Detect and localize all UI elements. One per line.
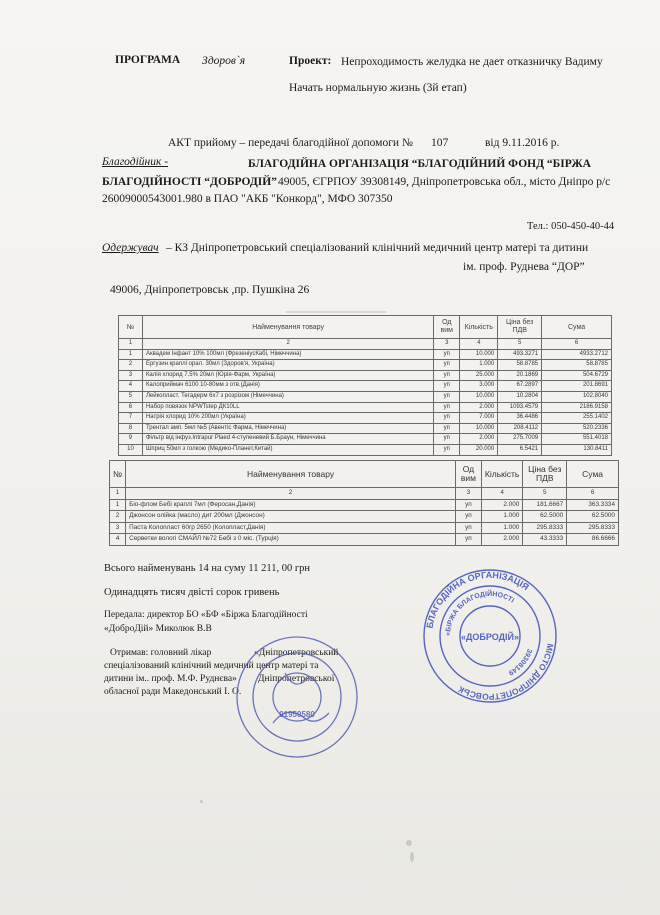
table1-cell: уп — [434, 381, 460, 392]
table1-cell: 551.4018 — [542, 434, 612, 445]
table1-cell: 4 — [460, 339, 498, 350]
table1-cell: 4933.2712 — [542, 349, 612, 360]
table1-header-row — [119, 316, 612, 339]
table1-cell: Натрія хлорид 10% 200мл (Україна) — [142, 413, 433, 424]
table2-cell: 2 — [126, 488, 456, 500]
scan-speck — [410, 852, 414, 862]
stamp-inner-1: «БІРЖА БЛАГОДІЙНОСТІ — [444, 590, 516, 637]
table2-cell: уп — [455, 534, 481, 546]
table2-cell: уп — [455, 499, 481, 511]
table1-cell: 58.8785 — [542, 360, 612, 371]
table2-header-name: Найменування товару — [126, 461, 456, 488]
table1-cell: уп — [434, 423, 460, 434]
recipient-name-1: – КЗ Дніпропетровський спеціалізований клінічний медичний центр матері та дитини — [166, 242, 589, 254]
table2-row — [110, 534, 619, 546]
faint-overprint — [116, 306, 616, 314]
clinic-stamp-code: 01950580 — [279, 710, 315, 719]
program-label: ПРОГРАМА — [115, 54, 181, 66]
table1-row — [119, 370, 612, 381]
table2-row — [110, 499, 619, 511]
table1-cell: 67.2897 — [498, 381, 542, 392]
table2-cell: 2.000 — [481, 534, 522, 546]
table2-cell: 62.5000 — [523, 511, 567, 523]
table1-cell: Калія хлорид 7.5% 20мл (Юрія-Фарм, Україна) — [142, 370, 433, 381]
table1-cell: 2186.9158 — [542, 402, 612, 413]
stamp-code: 39308149 — [507, 647, 533, 676]
table1-cell: Фільтр від інфуз.Intrapur Plaed 4-ступеневий Б.Браун, Німеччина — [142, 434, 433, 445]
table1-row — [119, 402, 612, 413]
table2-cell: 1 — [110, 499, 126, 511]
scan-speck — [406, 840, 412, 846]
table1-cell: 3 — [434, 339, 460, 350]
act-title: АКТ прийому – передачі благодійної допомоги № — [168, 137, 413, 149]
table2-cell: 86.6666 — [567, 534, 619, 546]
table1-header-sum: Сума — [542, 316, 612, 339]
table2-cell: Серветки вологі СМАЙЛ №72 Бебі з 0 міс. (Турція) — [126, 534, 456, 546]
items-table-2 — [109, 460, 619, 546]
sender-line-2: «ДоброДій» Миколюк В.В — [104, 624, 212, 634]
table1-cell: Аквадем Інфант 10% 100мл (ФрезеніусКабі, Німеччина) — [142, 349, 433, 360]
table2-header-qty: Кількість — [481, 461, 522, 488]
table1-cell: 3 — [119, 370, 143, 381]
table1-cell: 10.000 — [460, 423, 498, 434]
table2-header-row — [110, 461, 619, 488]
table2-cell: Паста Колопласт 60гр 2650 (Колопласт,Данія) — [126, 522, 456, 534]
table2-cell: уп — [455, 511, 481, 523]
charity-stamp — [420, 566, 560, 706]
table2-index-row — [110, 488, 619, 500]
table1-cell: 36.4486 — [498, 413, 542, 424]
table2-cell: 4 — [110, 534, 126, 546]
clinic-stamp-middle-ring — [253, 653, 341, 741]
table1-cell: 10 — [119, 444, 143, 455]
donor-address: 49005, ЄГРПОУ 39308149, Дніпропетровська обл., місто Дніпро р/с — [278, 176, 611, 188]
table2-cell: Біо-флом Бебі краплі 7мл (Феросан,Данія) — [126, 499, 456, 511]
total-words: Одинадцять тисяч двісті сорок гривень — [104, 587, 280, 598]
donor-name-2: БЛАГОДІЙНОСТІ “ДОБРОДІЙ” — [102, 176, 277, 188]
table1-cell: 2 — [119, 360, 143, 371]
donor-label: Благодійник - — [102, 156, 169, 168]
table1-body — [119, 339, 612, 456]
table1-row — [119, 423, 612, 434]
table2-cell: 43.3333 — [523, 534, 567, 546]
table1-cell: 275.7009 — [498, 434, 542, 445]
act-number: 107 — [431, 137, 449, 149]
table2-cell: 1 — [110, 488, 126, 500]
table1-cell: 2.000 — [460, 402, 498, 413]
table1-cell: 201.8691 — [542, 381, 612, 392]
table1-cell: 58.8785 — [498, 360, 542, 371]
table1-cell: уп — [434, 391, 460, 402]
program-name: Здоров`я — [202, 55, 246, 67]
table1-cell: уп — [434, 413, 460, 424]
recipient-label: Одержувач — [102, 242, 159, 254]
table1-cell: Шприц 50мл з голкою (Медико-Планет,Китай) — [142, 444, 433, 455]
table1-cell: 1 — [119, 339, 143, 350]
table1-cell: 255.1402 — [542, 413, 612, 424]
table1-cell: 10.000 — [460, 391, 498, 402]
project-text: Непроходимость желудка не дает отказничку Вадиму — [341, 56, 603, 68]
table2-cell: 3 — [455, 488, 481, 500]
table1-cell: 9 — [119, 434, 143, 445]
table1-cell: 8 — [119, 423, 143, 434]
table1-header-price: Ціна без ПДВ — [498, 316, 542, 339]
svg-text:МІСТО ДНІПРОПЕТРОВСЬК — [456, 643, 556, 702]
table1-header-no: № — [119, 316, 143, 339]
recipient-name-2: ім. проф. Руднева “ДОР” — [463, 261, 585, 273]
table1-cell: уп — [434, 444, 460, 455]
table1-cell: 10.000 — [460, 349, 498, 360]
table1-index-row — [119, 339, 612, 350]
table1-cell: уп — [434, 370, 460, 381]
table1-cell: 6.5421 — [498, 444, 542, 455]
table1-cell: уп — [434, 360, 460, 371]
project-label: Проект: — [289, 55, 332, 67]
table1-cell: Набор повязок NPWTstep ДК10LL — [142, 402, 433, 413]
table1-cell: уп — [434, 349, 460, 360]
table1-cell: 1 — [119, 349, 143, 360]
table2-cell: 4 — [481, 488, 522, 500]
table1-row — [119, 360, 612, 371]
act-date: від 9.11.2016 р. — [485, 137, 560, 149]
table2-cell: 3 — [110, 522, 126, 534]
table1-cell: 5 — [498, 339, 542, 350]
table1-cell: 6 — [119, 402, 143, 413]
table1-cell: 10.2804 — [498, 391, 542, 402]
receiver-line-1: Отримав: головний лікар — [110, 648, 212, 658]
total-line: Всього найменувань 14 на суму 11 211, 00 грн — [104, 563, 311, 574]
table2-cell: уп — [455, 522, 481, 534]
table1-header-unit: Од вим — [434, 316, 460, 339]
table2-header-unit: Од вим — [455, 461, 481, 488]
stamp-center: «ДОБРОДІЙ» — [460, 632, 520, 642]
table1-cell: 1.000 — [460, 360, 498, 371]
donor-name-1: БЛАГОДІЙНА ОРГАНІЗАЦІЯ “БЛАГОДІЙНИЙ ФОНД “БІРЖА — [248, 158, 591, 170]
table1-cell: 25.000 — [460, 370, 498, 381]
table1-row — [119, 434, 612, 445]
table1-cell: уп — [434, 434, 460, 445]
table2-cell: 2.000 — [481, 499, 522, 511]
table1-cell: 1093.4579 — [498, 402, 542, 413]
table1-cell: 2 — [142, 339, 433, 350]
table1-cell: уп — [434, 402, 460, 413]
table1-cell: 130.8411 — [542, 444, 612, 455]
recipient-address: 49006, Дніпропетровськ ,пр. Пушкіна 26 — [110, 284, 310, 296]
table1-cell: 5 — [119, 391, 143, 402]
table1-row — [119, 413, 612, 424]
stamp-outer-top: БЛАГОДІЙНА ОРГАНІЗАЦІЯ — [424, 569, 531, 630]
table1-cell: 7 — [119, 413, 143, 424]
table2-cell: 295.8333 — [567, 522, 619, 534]
table1-cell: 493.3271 — [498, 349, 542, 360]
table1-cell: Ергузин краплі орал. 30мл (Здоров'я, Україна) — [142, 360, 433, 371]
table2-header-price: Ціна без ПДВ — [523, 461, 567, 488]
receiver-line-3: дитини ім.. проф. М.Ф. Руднєва» — [104, 674, 237, 684]
table1-cell: 4 — [119, 381, 143, 392]
svg-text:39308149 — [507, 648, 533, 676]
table2-body — [110, 488, 619, 546]
donor-account: 26009000543001.980 в ПАО "АКБ "Конкорд", МФО 307350 — [102, 193, 393, 205]
sender-line-1: Передала: директор БО «БФ «Біржа Благодійності — [104, 610, 308, 620]
table1-cell: 20.000 — [460, 444, 498, 455]
clinic-stamp-outer-ring — [237, 637, 357, 757]
table2-cell: Джонсон олійка (масло) дит 200мл (Джонсон) — [126, 511, 456, 523]
table1-cell: 520.2336 — [542, 423, 612, 434]
overprint-line — [116, 306, 616, 314]
table1-header-qty: Кількість — [460, 316, 498, 339]
receiver-org-overprint-2: Дніпропетровської — [258, 674, 335, 684]
table2-cell: 5 — [523, 488, 567, 500]
clinic-stamp — [233, 633, 361, 761]
table2-header-no: № — [110, 461, 126, 488]
table2-cell: 1.000 — [481, 522, 522, 534]
table2-cell: 363.3334 — [567, 499, 619, 511]
table1-row — [119, 391, 612, 402]
table1-cell: 208.4112 — [498, 423, 542, 434]
table1-cell: Калоприймач 6100 10-80мм з отв.(Данія) — [142, 381, 433, 392]
table1-cell: 504.6729 — [542, 370, 612, 381]
svg-text:«БІРЖА БЛАГОДІЙНОСТІ — [445, 589, 515, 636]
table2-cell: 295.8333 — [523, 522, 567, 534]
table1-cell: 7.000 — [460, 413, 498, 424]
table1-cell: Лейкопласт. Тегадерм 6х7 з розрізом (Німеччина) — [142, 391, 433, 402]
table1-cell: 20.1869 — [498, 370, 542, 381]
table2-header-sum: Сума — [567, 461, 619, 488]
table2-cell: 1.000 — [481, 511, 522, 523]
table1-cell: 2.000 — [460, 434, 498, 445]
items-table-1 — [118, 315, 612, 456]
table1-cell: Трентал амп. 5мл №5 (Авентіс Фарма, Німеччина) — [142, 423, 433, 434]
table1-row — [119, 444, 612, 455]
table2-row — [110, 522, 619, 534]
receiver-org-overprint: «Дніпропетровський — [254, 648, 339, 658]
table2-cell: 6 — [567, 488, 619, 500]
scan-speck — [200, 800, 203, 803]
table1-cell: 102.8040 — [542, 391, 612, 402]
table1-row — [119, 381, 612, 392]
donor-phone: Тел.: 050-450-40-44 — [527, 221, 615, 232]
table1-cell: 6 — [542, 339, 612, 350]
stamp-city: МІСТО ДНІПРОПЕТРОВСЬК — [456, 642, 556, 703]
project-text-2: Начать нормальную жизнь (3й етап) — [289, 82, 467, 94]
table2-row — [110, 511, 619, 523]
table2-cell: 62.5000 — [567, 511, 619, 523]
table1-header-name: Найменування товару — [142, 316, 433, 339]
receiver-line-4: обласної ради Македонський І. О. — [104, 687, 242, 697]
table2-cell: 2 — [110, 511, 126, 523]
receiver-line-2: спеціалізований клінічний медичний центр матері та — [104, 661, 319, 671]
table2-cell: 181.6667 — [523, 499, 567, 511]
table1-cell: 3.000 — [460, 381, 498, 392]
table1-row — [119, 349, 612, 360]
